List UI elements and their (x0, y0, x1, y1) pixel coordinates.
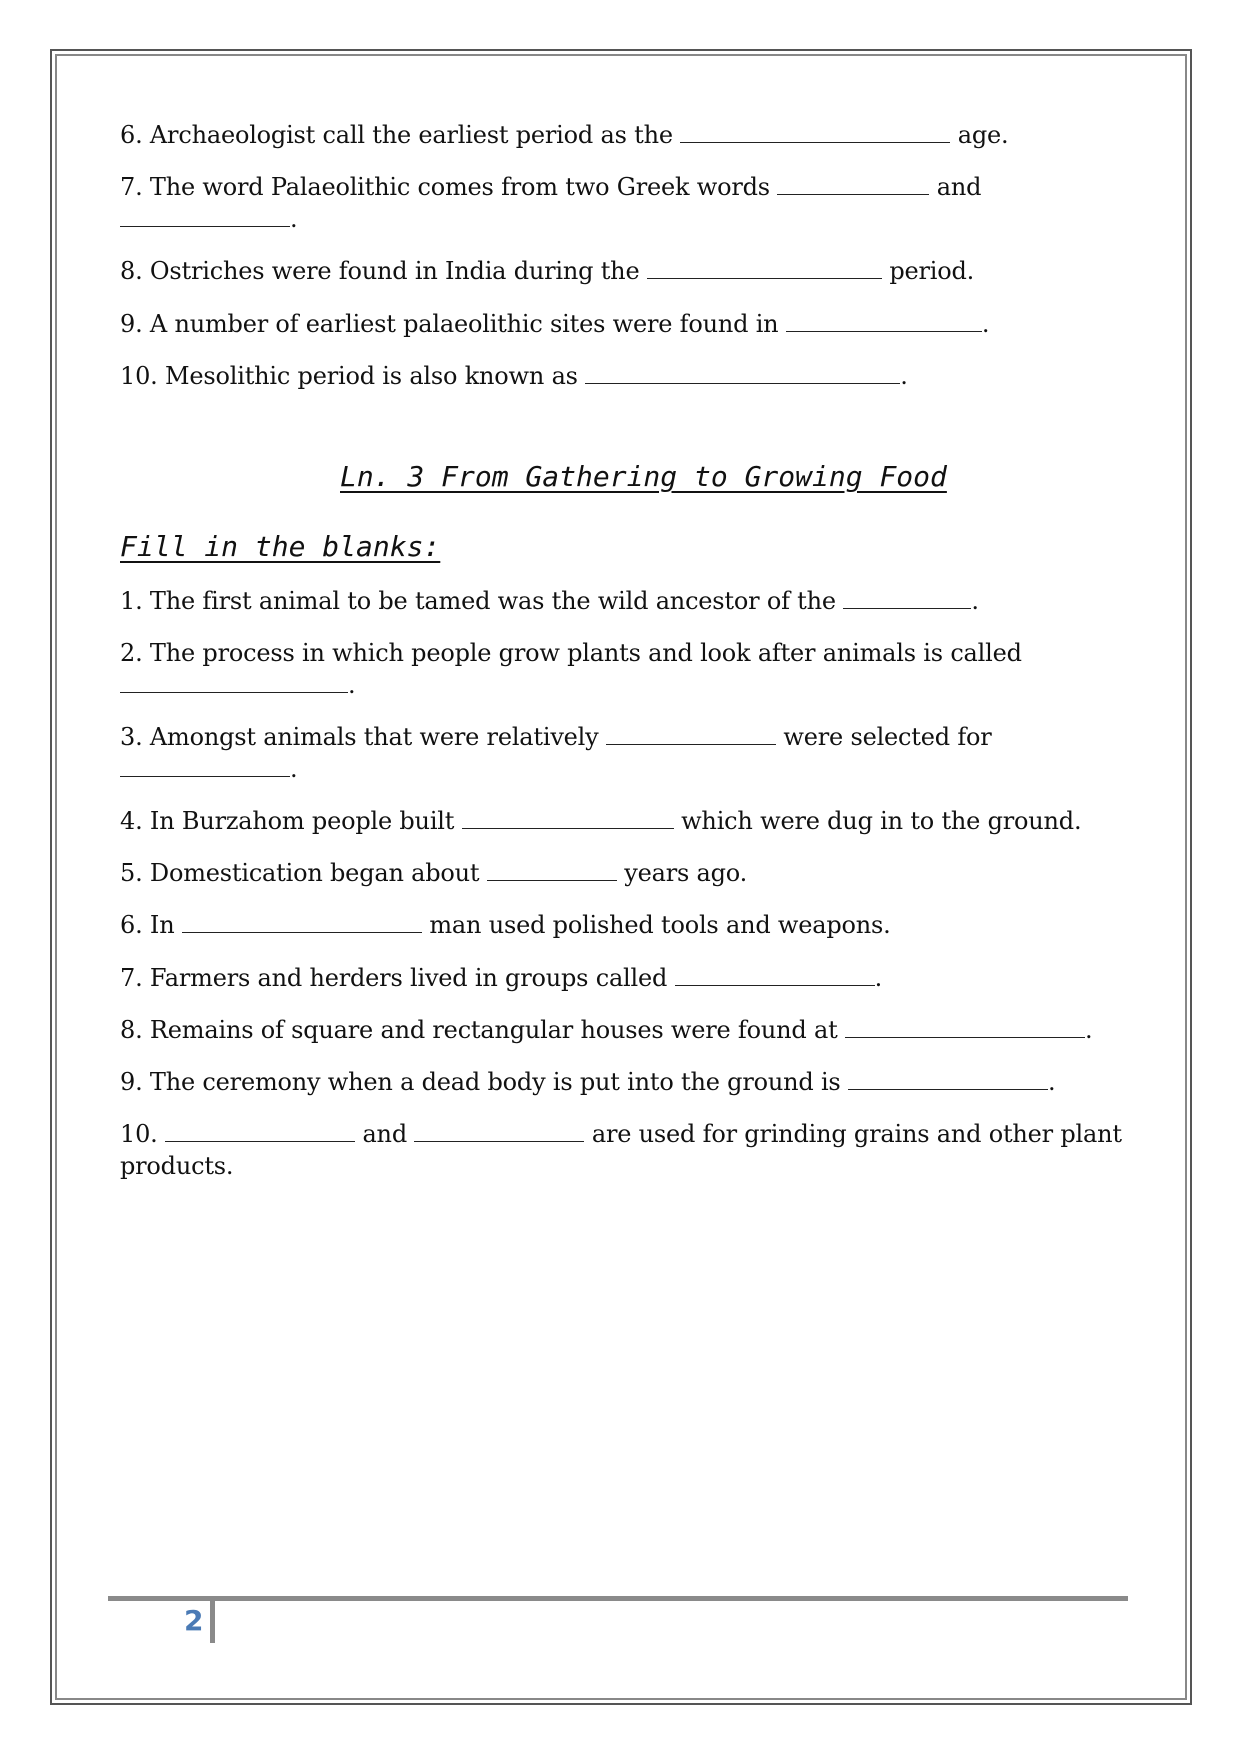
page-number: 2 (184, 1604, 204, 1637)
punctuation: . (290, 205, 298, 233)
question-text: are used for grinding grains and other plant (591, 1120, 1122, 1148)
question-text: 10. Mesolithic period is also known as (120, 362, 578, 390)
answer-blank[interactable] (462, 810, 674, 829)
answer-blank[interactable] (120, 674, 348, 693)
punctuation: . (971, 587, 979, 615)
question-text: 8. Ostriches were found in India during the (120, 257, 640, 285)
question-9 (120, 1066, 1120, 1098)
punctuation: . (1084, 1016, 1093, 1044)
question-8 (120, 1014, 1120, 1046)
question-text: period. (889, 257, 975, 285)
question-10 (120, 360, 1120, 392)
question-text: 8. Remains of square and rectangular houses were found at (120, 1016, 838, 1044)
question-text: man used polished tools and weapons. (429, 911, 891, 939)
footer-divider (210, 1599, 215, 1643)
question-text: products. (120, 1152, 234, 1180)
question-text: 5. Domestication began about (120, 859, 480, 887)
punctuation: . (981, 310, 990, 338)
question-7 (120, 962, 1120, 994)
question-3-continued (120, 753, 1120, 785)
question-10-continued (120, 1150, 1120, 1182)
question-text: 6. In (120, 911, 175, 939)
punctuation: . (290, 755, 298, 783)
question-text: and (362, 1120, 407, 1148)
answer-blank[interactable] (120, 208, 290, 227)
answer-blank[interactable] (675, 967, 875, 986)
question-text: 3. Amongst animals that were relatively (120, 723, 599, 751)
question-text: age. (957, 121, 1009, 149)
question-5 (120, 857, 1120, 889)
question-6 (120, 119, 1120, 151)
answer-blank[interactable] (182, 914, 422, 933)
answer-blank[interactable] (120, 758, 290, 777)
question-9 (120, 308, 1120, 340)
punctuation: . (1047, 1068, 1056, 1096)
question-text: 4. In Burzahom people built (120, 807, 455, 835)
question-text: 7. Farmers and herders lived in groups called (120, 964, 668, 992)
answer-blank[interactable] (165, 1123, 355, 1142)
fill-in-blanks-heading: Fill in the blanks: (120, 530, 441, 563)
question-text: years ago. (624, 859, 748, 887)
question-text: 7. The word Palaeolithic comes from two Greek words (120, 173, 770, 201)
question-text: and (936, 173, 982, 201)
answer-blank[interactable] (647, 260, 882, 279)
question-3 (120, 721, 1120, 753)
answer-blank[interactable] (487, 862, 617, 881)
question-1 (120, 585, 1120, 617)
question-text: 9. A number of earliest palaeolithic sites were found in (120, 310, 779, 338)
question-6 (120, 909, 1120, 941)
answer-blank[interactable] (585, 365, 900, 384)
answer-blank[interactable] (680, 124, 950, 143)
punctuation: . (348, 671, 356, 699)
footer-rule (108, 1596, 1128, 1601)
answer-blank[interactable] (848, 1071, 1048, 1090)
question-2 (120, 637, 1120, 669)
question-text: 10. (120, 1120, 158, 1148)
answer-blank[interactable] (786, 313, 982, 332)
question-4 (120, 805, 1120, 837)
question-2-continued (120, 669, 1120, 701)
question-text: 9. The ceremony when a dead body is put into the ground is (120, 1068, 841, 1096)
question-8 (120, 255, 1120, 287)
question-text: 2. The process in which people grow plants and look after animals is called (120, 639, 1022, 667)
answer-blank[interactable] (414, 1123, 584, 1142)
question-10 (120, 1118, 1120, 1150)
answer-blank[interactable] (843, 590, 971, 609)
question-text: 6. Archaeologist call the earliest period as the (120, 121, 673, 149)
question-text: which were dug in to the ground. (681, 807, 1082, 835)
punctuation: . (900, 362, 908, 390)
question-text: 1. The first animal to be tamed was the wild ancestor of the (120, 587, 836, 615)
answer-blank[interactable] (777, 176, 929, 195)
answer-blank[interactable] (606, 726, 776, 745)
lesson-title: Ln. 3 From Gathering to Growing Food (340, 460, 947, 493)
question-text: were selected for (783, 723, 992, 751)
question-7 (120, 171, 1120, 203)
question-7-continued (120, 203, 1120, 235)
answer-blank[interactable] (845, 1019, 1085, 1038)
punctuation: . (874, 964, 883, 992)
